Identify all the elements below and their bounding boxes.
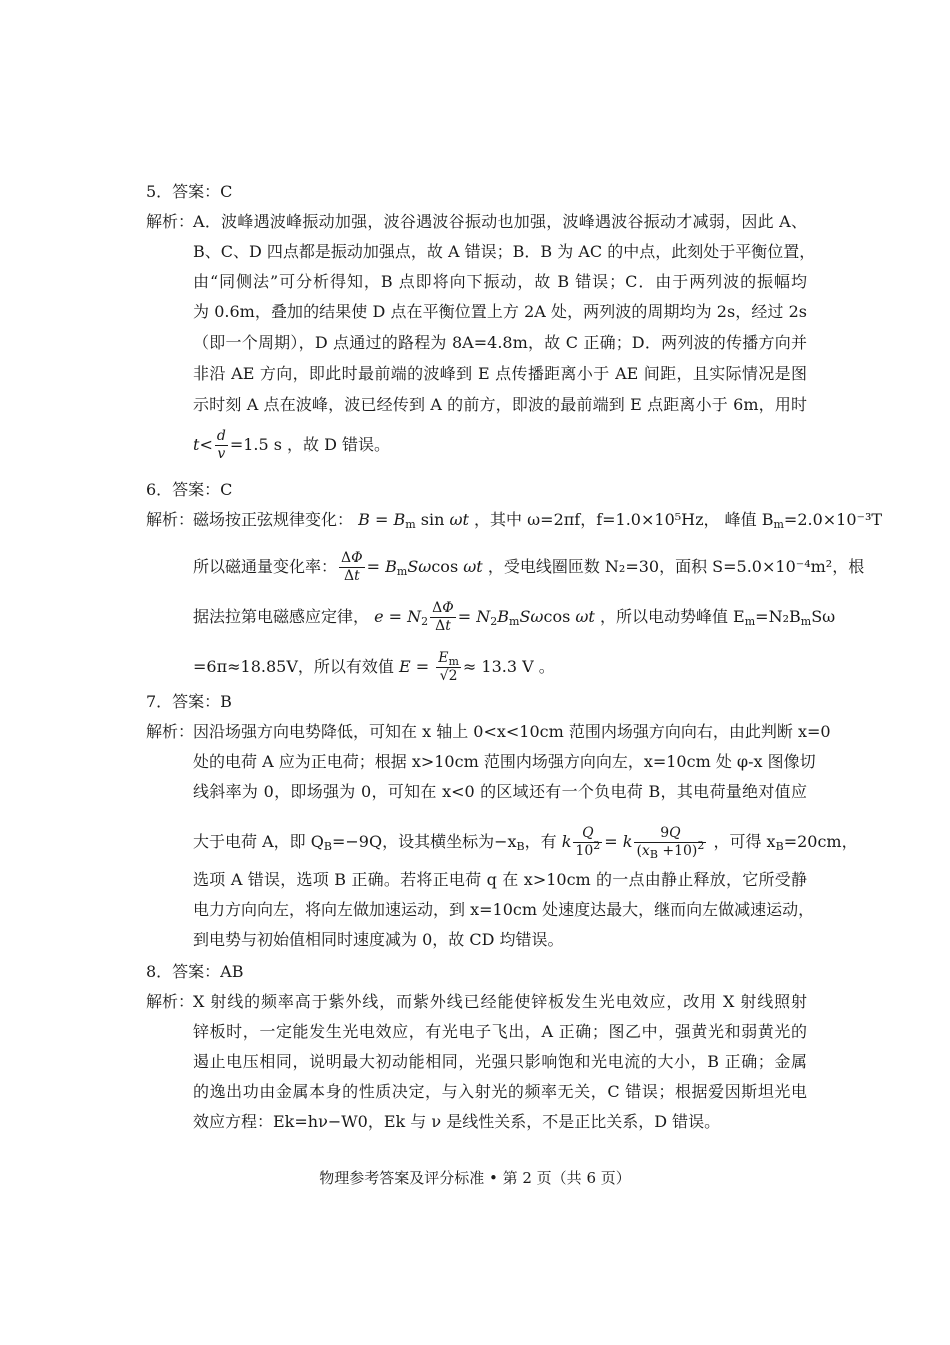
q7-line-2: 处的电荷 A 应为正电荷；根据 x>10cm 范围内场强方向向左，x=10cm 处 φ-x 图像切 — [193, 752, 816, 771]
q5-line-5: （即一个周期），D 点通过的路程为 8A=4.8m，故 C 正确；D．两列波的传播方向并 — [193, 333, 807, 352]
q5-analysis-label: 解析： — [146, 212, 195, 231]
q5-line-7: 示时刻 A 点在波峰，波已经传到 A 的前方，即波的最前端到 E 点距离小于 6m，用时 — [193, 395, 807, 414]
q7-analysis-label: 解析： — [146, 722, 195, 741]
q7-line-3: 线斜率为 0，即场强为 0，可知在 x<0 的区域还有一个负电荷 B，其电荷量绝对值应 — [193, 782, 807, 801]
q6-effective-formula: E = $\frac{E_m}{√2}$ — [398, 650, 459, 684]
page-footer: 物理参考答案及评分标准 • 第 2 页（共 6 页） — [319, 1169, 631, 1187]
q7-line-1: 因沿场强方向电势降低，可知在 x 轴上 0<x<10cm 范围内场强方向向右，由此判断 x=0 — [193, 722, 831, 741]
q6-flux-rate-formula: $\frac{\Delta\Phi}{\Delta t}$ = $B_mS\omega\cos$ ωt — [341, 550, 483, 584]
q8-line-3: 遏止电压相同，说明最大初动能相同，光强只影响饱和光电流的大小，B 正确；金属 — [193, 1052, 807, 1071]
q5-line-8: t< $\frac{d}{v}$ =1.5 s ，故 D 错误。 — [193, 428, 391, 462]
q5-line-4: 为 0.6m，叠加的结果使 D 点在平衡位置上方 2A 处，两列波的周期均为 2s，经过 2s — [193, 302, 807, 321]
q6-line-3: 据法拉第电磁感应定律， $e = N_2$ $\frac{\Delta\Phi}{\Delta t}$ = $N_2B_mS\omega\cos$ ωt ，所以电动势峰值 $E_m=N_2B_mS\omega$ — [193, 600, 836, 634]
q6-line-2: 所以磁通量变化率： $\frac{\Delta\Phi}{\Delta t}$ = $B_mS\omega\cos$ ωt ，受电线圈匝数 N₂=30，面积 S=5.0×10⁻⁴m²，根 — [193, 550, 865, 584]
q8-line-4: 的逸出功由金属本身的性质决定，与入射光的频率无关，C 错误；根据爱因斯坦光电 — [193, 1082, 807, 1101]
q5-line-1: A．波峰遇波峰振动加强，波谷遇波谷振动也加强，波峰遇波谷振动才减弱，因此 A、 — [193, 212, 807, 231]
q6-answer-heading: 6．答案：C — [146, 480, 233, 499]
q5-answer-heading: 5．答案：C — [146, 182, 233, 201]
q7-line-4: 大于电荷 A，即 $Q_B=-9Q$，设其横坐标为$-x_B$，有 k $\frac{Q}{10^2}$ = k $\frac{9Q}{(x_B +10)^2}$ ，可得 $x_B=20cm$， — [193, 825, 858, 861]
q7-charge-formula: k $\frac{Q}{10^2}$ = k $\frac{9Q}{(x_B +10)^2}$ — [561, 825, 705, 861]
q7-line-7: 到电势与初始值相同时速度减为 0，故 CD 均错误。 — [193, 930, 564, 949]
q5-line-3: 由“同侧法”可分析得知，B 点即将向下振动，故 B 错误；C．由于两列波的振幅均 — [193, 272, 807, 291]
q8-line-2: 锌板时，一定能发生光电效应，有光电子飞出，A 正确；图乙中，强黄光和弱黄光的 — [193, 1022, 807, 1041]
q6-line-1: 磁场按正弦规律变化： $B = B_m$ sin ωt ，其中 ω=2πf，f=1.0×10⁵Hz， 峰值 $B_m=2.0\times 10^{-3}T$ — [193, 510, 883, 531]
q6-line-4: =6π≈18.85V，所以有效值 E = $\frac{E_m}{√2}$ ≈ 13.3 V 。 — [193, 650, 555, 684]
q6-analysis-label: 解析： — [146, 510, 195, 529]
q5-line-6: 非沿 AE 方向，即此时最前端的波峰到 E 点传播距离小于 AE 间距，且实际情况是图 — [193, 364, 807, 383]
q8-analysis-label: 解析： — [146, 992, 195, 1011]
q8-answer-heading: 8．答案：AB — [146, 962, 244, 981]
q8-line-1: X 射线的频率高于紫外线，而紫外线已经能使锌板发生光电效应，改用 X 射线照射 — [193, 992, 807, 1011]
q6-field-formula: $B = B_m$ sin ωt — [358, 510, 469, 531]
q7-line-6: 电力方向向左，将向左做加速运动，到 x=10cm 处速度达最大，继而向左做减速运动， — [193, 900, 815, 919]
q8-line-5: 效应方程：Ek=hν−W0，Ek 与 ν 是线性关系，不是正比关系，D 错误。 — [193, 1112, 721, 1131]
q5-time-formula: t< $\frac{d}{v}$ — [193, 428, 226, 462]
q7-line-5: 选项 A 错误，选项 B 正确。若将正电荷 q 在 x>10cm 的一点由静止释放，它所受静 — [193, 870, 807, 889]
q6-emf-formula: $e = N_2$ $\frac{\Delta\Phi}{\Delta t}$ = $N_2B_mS\omega\cos$ ωt — [374, 600, 595, 634]
q5-line-2: B、C、D 四点都是振动加强点，故 A 错误；B．B 为 AC 的中点，此刻处于平衡位置， — [193, 242, 816, 261]
q7-answer-heading: 7．答案：B — [146, 692, 232, 711]
